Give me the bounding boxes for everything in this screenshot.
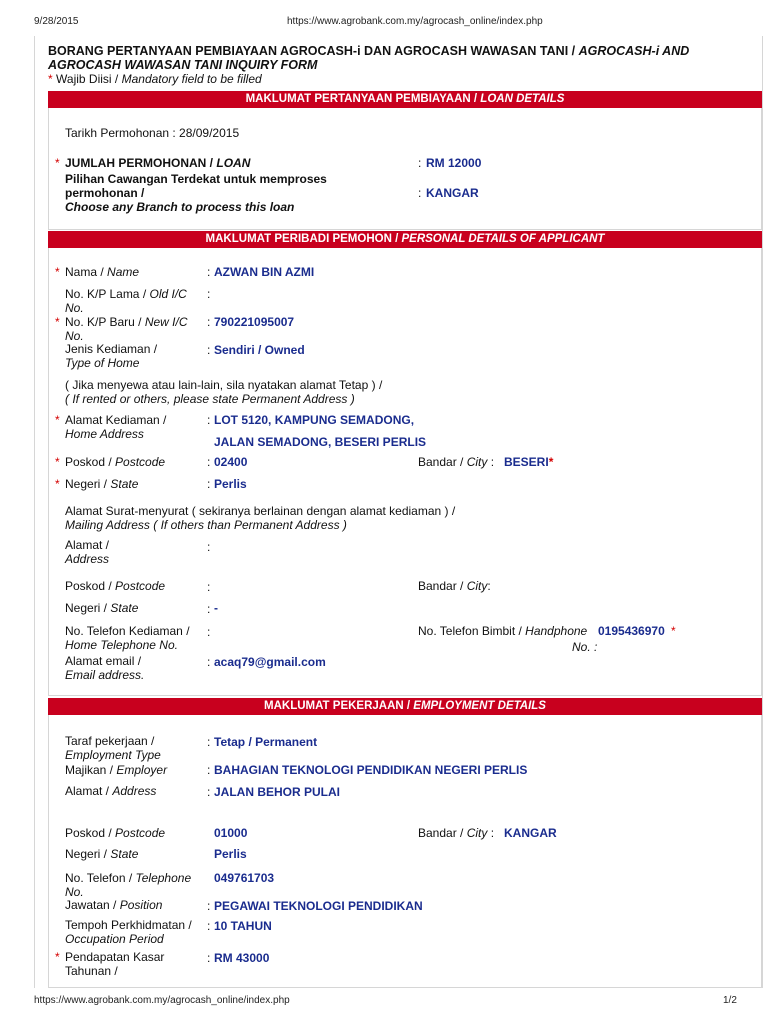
colon: :: [207, 655, 211, 669]
employer-label: Majikan / Employer: [65, 763, 168, 777]
city-label: Bandar / City :: [418, 455, 495, 469]
name-label: Nama / Name: [65, 265, 140, 279]
colon: :: [207, 735, 211, 749]
employment-type-label: Taraf pekerjaan / Employment Type: [65, 734, 161, 762]
income-value: RM 43000: [214, 951, 270, 965]
required-star: *: [55, 477, 60, 491]
required-star: *: [55, 455, 60, 469]
mobile-value: 0195436970: [598, 624, 665, 638]
home-address-value-1: LOT 5120, KAMPUNG SEMADONG,: [214, 413, 415, 427]
home-address-value-2: JALAN SEMADONG, BESERI PERLIS: [214, 435, 427, 449]
mailing-state-label: Negeri / State: [65, 601, 139, 615]
colon: :: [207, 602, 211, 616]
new-ic-label: No. K/P Baru / New I/C No.: [65, 315, 188, 343]
period-value: 10 TAHUN: [214, 919, 272, 933]
colon: :: [418, 186, 422, 200]
employer-postcode-label: Poskod / Postcode: [65, 826, 166, 840]
colon: :: [207, 477, 211, 491]
colon: :: [418, 156, 422, 170]
mailing-state-value: -: [214, 601, 218, 615]
mailing-city-label: Bandar / City:: [418, 579, 491, 593]
footer-url: https://www.agrobank.com.my/agrocash_online/index.php: [34, 995, 290, 1006]
loan-amount-label: JUMLAH PERMOHONAN / LOAN: [65, 156, 251, 170]
colon: :: [207, 580, 211, 594]
branch-label-2: permohonan /: [65, 186, 145, 200]
branch-label-1: Pilihan Cawangan Terdekat untuk memproses: [65, 172, 327, 186]
loan-date: Tarikh Permohonan : 28/09/2015: [65, 126, 240, 140]
mobile-label-no: No. :: [572, 640, 598, 654]
colon: :: [207, 455, 211, 469]
print-url: https://www.agrobank.com.my/agrocash_online/index.php: [287, 16, 543, 27]
employer-tel-value: 049761703: [214, 871, 275, 885]
required-star: *: [671, 624, 676, 638]
loan-amount-value: RM 12000: [426, 156, 482, 170]
employment-type-value: Tetap / Permanent: [214, 735, 318, 749]
employer-city-label: Bandar / City :: [418, 826, 495, 840]
employer-city-value: KANGAR: [504, 826, 557, 840]
employer-tel-label: No. Telefon / Telephone No.: [65, 871, 192, 899]
position-value: PEGAWAI TEKNOLOGI PENDIDIKAN: [214, 899, 423, 913]
section-personal-header: MAKLUMAT PERIBADI PEMOHON / PERSONAL DETAILS OF APPLICANT: [48, 231, 762, 248]
employer-address-value: JALAN BEHOR PULAI: [214, 785, 341, 799]
old-ic-label: No. K/P Lama / Old I/C No.: [65, 287, 187, 315]
colon: :: [207, 540, 211, 554]
colon: :: [207, 413, 211, 427]
period-label: Tempoh Perkhidmatan / Occupation Period: [65, 918, 192, 946]
required-star: *: [55, 265, 60, 279]
home-tel-label: No. Telefon Kediaman / Home Telephone No.: [65, 624, 190, 652]
employer-value: BAHAGIAN TEKNOLOGI PENDIDIKAN NEGERI PERLIS: [214, 763, 528, 777]
required-star: *: [55, 315, 60, 329]
branch-value: KANGAR: [426, 186, 479, 200]
new-ic-value: 790221095007: [214, 315, 295, 329]
state-label: Negeri / State: [65, 477, 139, 491]
income-label: Pendapatan Kasar Tahunan /: [65, 950, 165, 978]
email-label: Alamat email / Email address.: [65, 654, 145, 682]
city-value: BESERI*: [504, 455, 554, 469]
required-star: *: [55, 950, 60, 964]
section-loan-header: MAKLUMAT PERTANYAAN PEMBIAYAAN / LOAN DETAILS: [48, 91, 762, 108]
mandatory-note: * Wajib Diisi / Mandatory field to be filled: [48, 72, 262, 86]
home-address-label: Alamat Kediaman / Home Address: [65, 413, 167, 441]
colon: :: [207, 343, 211, 357]
colon: :: [207, 785, 211, 799]
footer-page: 1/2: [723, 995, 737, 1006]
home-type-label: Jenis Kediaman / Type of Home: [65, 342, 158, 370]
address-note: ( Jika menyewa atau lain-lain, sila nyatakan alamat Tetap ) / ( If rented or others, please state Permanent Address ): [65, 378, 383, 406]
colon: :: [207, 265, 211, 279]
postcode-label: Poskod / Postcode: [65, 455, 166, 469]
name-value: AZWAN BIN AZMI: [214, 265, 315, 279]
employer-state-value: Perlis: [214, 847, 247, 861]
mailing-address-label: Alamat / Address: [65, 538, 110, 566]
home-type-value: Sendiri / Owned: [214, 343, 305, 357]
colon: :: [207, 625, 211, 639]
employer-state-label: Negeri / State: [65, 847, 139, 861]
state-value: Perlis: [214, 477, 247, 491]
colon: :: [207, 287, 211, 301]
position-label: Jawatan / Position: [65, 898, 163, 912]
mailing-postcode-label: Poskod / Postcode: [65, 579, 166, 593]
colon: :: [207, 899, 211, 913]
branch-label-en: Choose any Branch to process this loan: [65, 200, 295, 214]
colon: :: [207, 763, 211, 777]
mailing-note: Alamat Surat-menyurat ( sekiranya berlainan dengan alamat kediaman ) / Mailing Address ( If others than Permanent Address ): [65, 504, 456, 532]
print-date: 9/28/2015: [34, 16, 79, 27]
colon: :: [207, 919, 211, 933]
colon: :: [207, 951, 211, 965]
mobile-label: No. Telefon Bimbit / Handphone: [418, 624, 588, 638]
employer-postcode-value: 01000: [214, 826, 248, 840]
colon: :: [207, 315, 211, 329]
email-value: acaq79@gmail.com: [214, 655, 326, 669]
employer-address-label: Alamat / Address: [65, 784, 157, 798]
section-employment-header: MAKLUMAT PEKERJAAN / EMPLOYMENT DETAILS: [48, 698, 762, 715]
postcode-value: 02400: [214, 455, 248, 469]
required-star: *: [55, 156, 60, 170]
form-title: BORANG PERTANYAAN PEMBIAYAAN AGROCASH-i DAN AGROCASH WAWASAN TANI / AGROCASH-i AND AGROCASH WAWASAN TANI INQUIRY FORM: [48, 44, 690, 72]
required-star: *: [55, 413, 60, 427]
